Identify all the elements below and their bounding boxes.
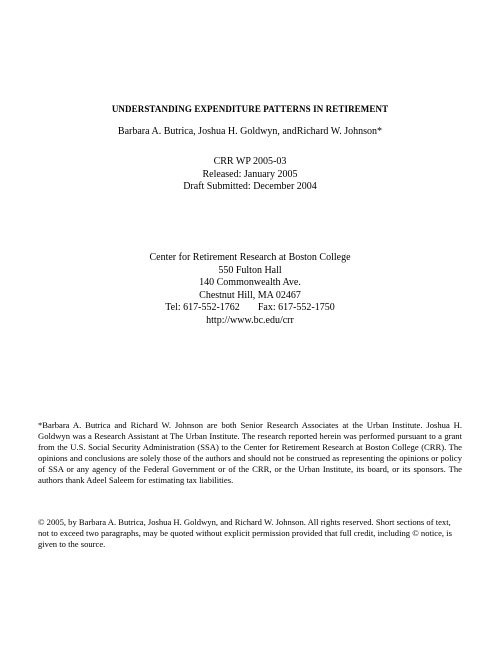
center-fax: Fax: 617-552-1750 <box>257 302 335 314</box>
paper-title: UNDERSTANDING EXPENDITURE PATTERNS IN RETIREMENT <box>111 104 389 114</box>
center-phone-line <box>0 302 500 315</box>
center-url: http://www.bc.edu/crr <box>206 314 294 326</box>
center-address <box>0 252 500 328</box>
center-name: Center for Retirement Research at Boston College <box>149 252 351 263</box>
center-street: 140 Commonwealth Ave. <box>199 277 301 289</box>
center-tel: Tel: 617-552-1762 <box>165 302 240 314</box>
copyright-notice: © 2005, by Barbara A. Butrica, Joshua H. Goldwyn, and Richard W. Johnson. All rights reserved. Short sections of text, not to exceed two paragraphs, may be quoted without explicit permission provided that full credit, including © notice, is given to the source. <box>38 517 452 549</box>
author-footnote: *Barbara A. Butrica and Richard W. Johnson are both Senior Research Associates at the Urban Institute. Joshua H. Goldwyn was a Research Assistant at The Urban Institute. The research reported herein was performed pursuant to a grant from the U.S. Social Security Administration (SSA) to the Center for Retirement Research at Boston College (CRR). The opinions and conclusions are solely those of the authors and should not be construed as representing the opinions or policy of SSA or any agency of the Federal Government or of the CRR, or the Urban Institute, its board, or its sponsors. The authors thank Adeel Saleem for estimating tax liabilities. <box>38 420 462 485</box>
center-city: Chestnut Hill, MA 02467 <box>199 289 301 301</box>
center-building: 550 Fulton Hall <box>218 264 282 276</box>
draft-submitted-date: Draft Submitted: December 2004 <box>183 181 317 193</box>
working-paper-info <box>0 156 500 194</box>
working-paper-id: CRR WP 2005-03 <box>213 156 287 167</box>
release-date: Released: January 2005 <box>202 168 298 180</box>
author-list: Barbara A. Butrica, Joshua H. Goldwyn, andRichard W. Johnson* <box>117 126 383 137</box>
